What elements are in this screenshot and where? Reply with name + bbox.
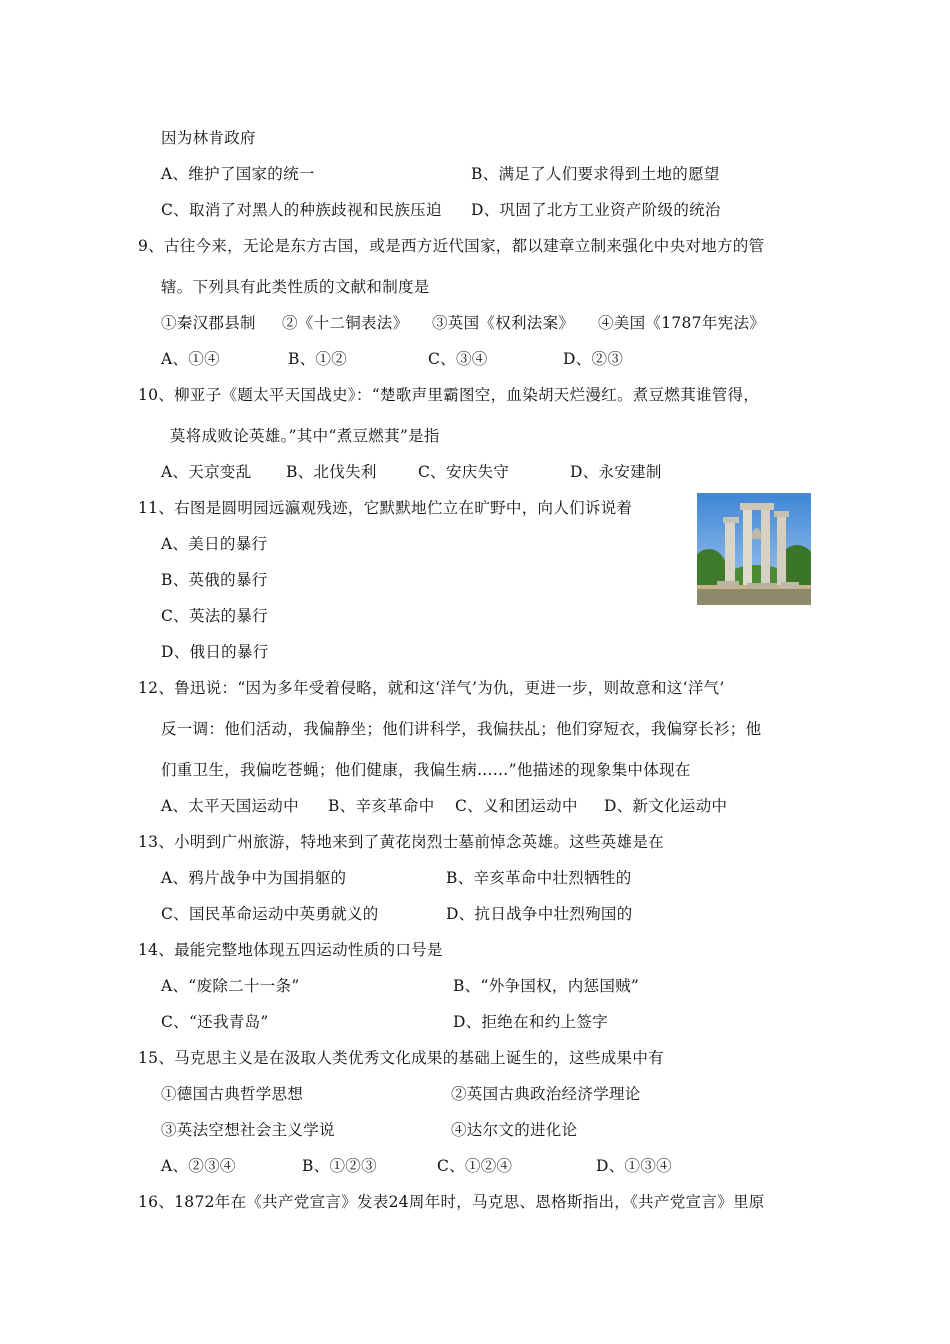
q9-item-1: ①秦汉郡县制	[161, 314, 256, 332]
q14-option-b: B、“外争国权，内惩国贼”	[453, 977, 640, 995]
q9-item-2: ②《十二铜表法》	[282, 314, 409, 332]
q9-option-b: B、①②	[288, 350, 348, 368]
q11-option-b: B、英俄的暴行	[161, 571, 268, 589]
q9-option-a: A、①④	[161, 350, 220, 368]
q15-item-4: ④达尔文的进化论	[451, 1121, 578, 1139]
q14-option-d: D、拒绝在和约上签字	[453, 1013, 608, 1031]
q8-option-a: A、维护了国家的统一	[161, 165, 315, 183]
q14-option-c: C、“还我青岛”	[161, 1013, 269, 1031]
q11-option-a: A、美日的暴行	[161, 535, 268, 553]
q15-stem-line1: 15、马克思主义是在汲取人类优秀文化成果的基础上诞生的，这些成果中有	[138, 1049, 664, 1067]
q15-item-2: ②英国古典政治经济学理论	[451, 1085, 641, 1103]
q12-option-c: C、义和团运动中	[455, 797, 578, 815]
q13-option-d: D、抗日战争中壮烈殉国的	[446, 905, 633, 923]
q15-option-d: D、①③④	[596, 1157, 672, 1175]
q8-tail-text: 因为林肯政府	[161, 129, 256, 147]
q9-option-d: D、②③	[563, 350, 624, 368]
q9-option-c: C、③④	[428, 350, 488, 368]
q10-option-d: D、永安建制	[570, 463, 662, 481]
q8-option-d: D、巩固了北方工业资产阶级的统治	[471, 201, 721, 219]
q9-item-3: ③英国《权利法案》	[432, 314, 575, 332]
q11-option-c: C、英法的暴行	[161, 607, 268, 625]
q13-option-c: C、国民革命运动中英勇就义的	[161, 905, 379, 923]
q14-option-a: A、“废除二十一条”	[161, 977, 300, 995]
q10-stem-line1: 10、柳亚子《题太平天国战史》：“楚歌声里霸图空，血染胡天烂漫红。煮豆燃萁谁管得，	[138, 386, 760, 404]
q10-option-a: A、天京变乱	[161, 463, 252, 481]
q15-option-c: C、①②④	[437, 1157, 513, 1175]
q13-option-a: A、鸦片战争中为国捐躯的	[161, 869, 347, 887]
q15-option-a: A、②③④	[161, 1157, 236, 1175]
q11-stem-line1: 11、右图是圆明园远瀛观残迹，它默默地伫立在旷野中，向人们诉说着	[138, 499, 633, 517]
q14-stem-line1: 14、最能完整地体现五四运动性质的口号是	[138, 941, 443, 959]
q12-option-a: A、太平天国运动中	[161, 797, 299, 815]
yuanmingyuan-ruins-photo	[697, 493, 811, 605]
q8-option-b: B、满足了人们要求得到土地的愿望	[471, 165, 720, 183]
q15-item-3: ③英法空想社会主义学说	[161, 1121, 335, 1139]
q9-stem-line2: 辖。下列具有此类性质的文献和制度是	[161, 278, 430, 296]
q15-item-1: ①德国古典哲学思想	[161, 1085, 304, 1103]
q13-option-b: B、辛亥革命中壮烈牺牲的	[446, 869, 632, 887]
q9-stem-line1: 9、古往今来，无论是东方古国，或是西方近代国家，都以建章立制来强化中央对地方的管	[138, 237, 765, 255]
q12-option-d: D、新文化运动中	[604, 797, 728, 815]
q12-option-b: B、辛亥革命中	[328, 797, 435, 815]
q13-stem-line1: 13、小明到广州旅游，特地来到了黄花岗烈士墓前悼念英雄。这些英雄是在	[138, 833, 664, 851]
q10-option-c: C、安庆失守	[418, 463, 510, 481]
q15-option-b: B、①②③	[302, 1157, 377, 1175]
q8-option-c: C、取消了对黑人的种族歧视和民族压迫	[161, 201, 442, 219]
q12-stem-line1: 12、鲁迅说：“因为多年受着侵略，就和这‘洋气’为仇，更进一步，则故意和这‘洋气’	[138, 679, 725, 697]
q12-stem-line3: 们重卫生，我偏吃苍蝇；他们健康，我偏生病……”他描述的现象集中体现在	[161, 761, 691, 779]
q11-option-d: D、俄日的暴行	[161, 643, 269, 661]
q10-option-b: B、北伐失利	[286, 463, 377, 481]
q12-stem-line2: 反一调：他们活动，我偏静坐；他们讲科学，我偏扶乩；他们穿短衣，我偏穿长衫；他	[161, 720, 762, 738]
q9-item-4: ④美国《1787年宪法》	[598, 314, 766, 332]
q16-stem-line1: 16、1872年在《共产党宣言》发表24周年时，马克思、恩格斯指出，《共产党宣言》里原	[138, 1193, 765, 1211]
q10-stem-line2: 莫将成败论英雄。”其中“煮豆燃萁”是指	[170, 427, 440, 445]
